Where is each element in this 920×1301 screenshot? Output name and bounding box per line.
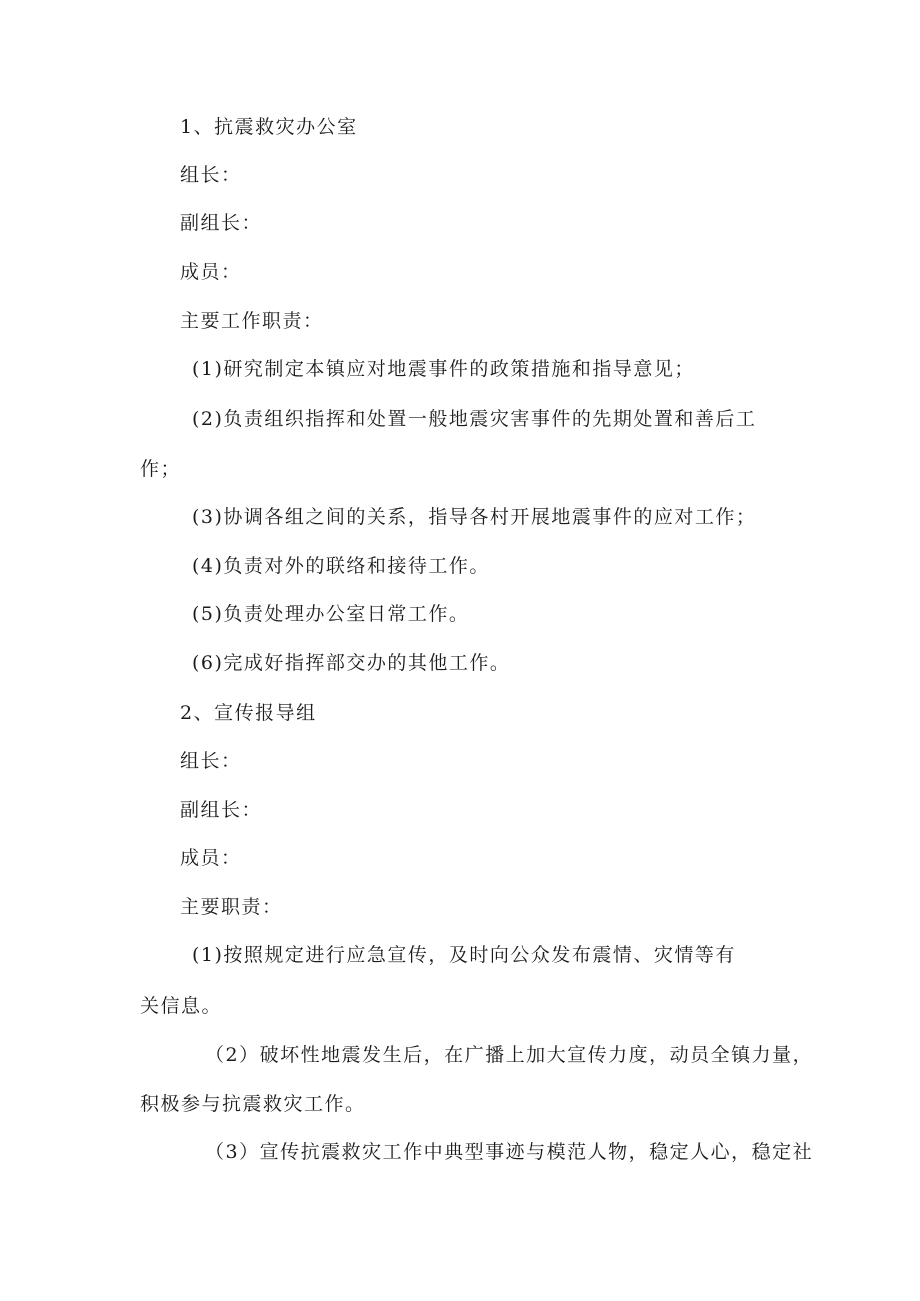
section-1-duty-6: (6)完成好指挥部交办的其他工作。	[192, 652, 511, 674]
section-2-duty-2: （2）破坏性地震发生后，在广播上加大宣传力度，动员全镇力量，	[205, 1044, 814, 1066]
section-2-duty-2-continued: 积极参与抗震救灾工作。	[140, 1093, 366, 1115]
section-1-duties-title: 主要工作职责：	[180, 310, 324, 332]
section-1-duty-2-continued: 作；	[140, 458, 182, 480]
section-2-duty-1-continued: 关信息。	[140, 995, 223, 1017]
section-2-duty-3: （3）宣传抗震救灾工作中典型事迹与模范人物，稳定人心，稳定社	[205, 1141, 814, 1163]
section-1-duty-2: (2)负责组织指挥和处置一般地震灾害事件的先期处置和善后工	[192, 408, 757, 430]
section-1-duty-4: (4)负责对外的联络和接待工作。	[192, 555, 490, 577]
section-1-members: 成员：	[180, 261, 242, 283]
section-1-leader: 组长：	[180, 164, 242, 186]
section-2-deputy-leader: 副组长：	[180, 799, 263, 821]
section-1-heading: 1、抗震救灾办公室	[180, 116, 358, 138]
section-2-leader: 组长：	[180, 750, 242, 772]
section-2-duty-1: (1)按照规定进行应急宣传，及时向公众发布震情、灾情等有	[192, 944, 736, 966]
section-2-members: 成员：	[180, 847, 242, 869]
section-1-duty-1: (1)研究制定本镇应对地震事件的政策措施和指导意见；	[192, 358, 695, 380]
section-1-duty-3: (3)协调各组之间的关系，指导各村开展地震事件的应对工作；	[192, 506, 757, 528]
section-1-deputy-leader: 副组长：	[180, 212, 263, 234]
section-2-duties-title: 主要职责：	[180, 896, 283, 918]
section-1-duty-5: (5)负责处理办公室日常工作。	[192, 603, 470, 625]
section-2-heading: 2、宣传报导组	[180, 702, 317, 724]
